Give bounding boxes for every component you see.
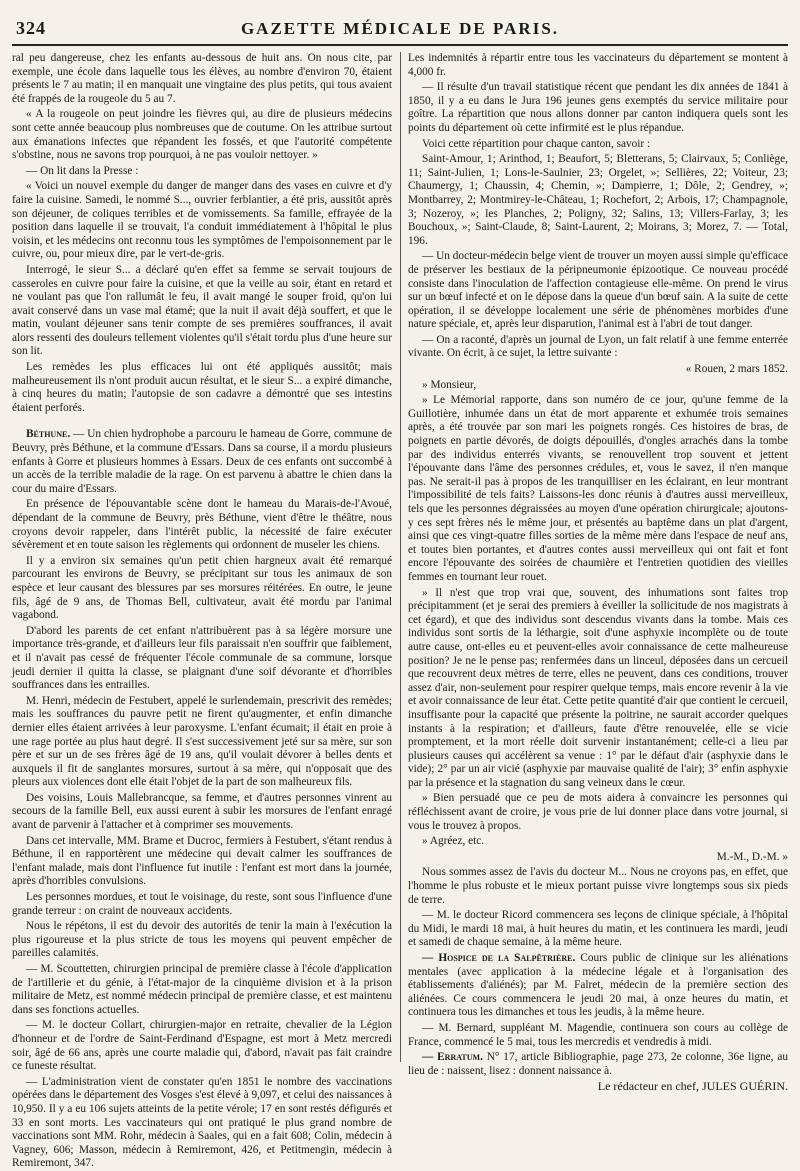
paragraph: « Voici un nouvel exemple du danger de manger dans des vases en cuivre et d'y faire la cuisine. Samedi, le nommé S..., ouvrier ferblantier, a été pris, aussitôt après son déjeuner, de coliques terribles et de vomissements. Sa famille, effrayée de la position dans laquelle il se trouvait, l'a conduit immédiatement à l'hôpital le plus voisin, et les médecins ont reconnu tous les symptômes de l'empoisonnement par le cuivre, ou, pour mieux dire, par le vert-de-gris. [12, 180, 392, 261]
paragraph-text: N° 17, article Bibliographie, page 273, 2e colonne, 36e ligne, au lieu de : naissent, lisez : donnent naissance à. [408, 1051, 788, 1077]
paragraph: ral peu dangereuse, chez les enfants au-dessous de huit ans. On nous cite, par exemple, une école dans laquelle tous les élèves, au nombre d'environ 70, étaient présents le 7 au matin; il en manquait une vingtaine des plus petits, qui tous avaient été frappés de la rougeole du 5 au 7. [12, 52, 392, 105]
section-lead: — On lit dans la Presse : [26, 164, 139, 177]
paragraph: — On a raconté, d'après un journal de Lyon, un fait relatif à une femme enterrée vivante. On écrit, à ce sujet, la lettre suivante : [408, 333, 788, 360]
paragraph: » Le Mémorial rapporte, dans son numéro de ce jour, qu'une femme de la Guillotière, inhumée dans un état de mort apparente et exhumée trois semaines après, a été trouvée par son mari les poignets rongés. Ces histoires de bras, de poignets en partie dévorés, de doigts dépouillés, d'ongles arrachés dans la tombe par des individus enterrés vivants, se renouvellent trop souvent et jettent l'épouvante dans l'âme des personnes crédules, et, vous le savez, il n'en manque pas. Ne serait-il pas à propos de les tranquilliser en les éclairant, en leur montrant l'impossibilité de tels faits? Laissons-les donc réunis à d'autres aussi merveilleux, tels que les personnes dégraissées au moyen d'une opération chirurgicale; ajoutons-y ces sept frères nés le même jour, et présentés au baptême dans un plat d'argent, ainsi que ces vingt-quatre filles sorties de la même mère dans l'espace de neuf ans, et toutes bien portantes, et d'autres contes aussi merveilleux qui ont fait et font encore l'épouvante des soirées de chaumière et l'entretien quotidien des vieilles femmes en tournant leur rouet. [408, 394, 788, 583]
paragraph: Les indemnités à répartir entre tous les vaccinateurs du département se montent à 4,000 fr. [408, 52, 788, 78]
letter-signature: M.-M., D.-M. » [716, 850, 788, 863]
separator [12, 421, 392, 422]
paragraph: Les personnes mordues, et tout le voisinage, du reste, sont sous l'influence d'une grande terreur : on craint de nouveaux accidents. [12, 891, 392, 917]
paragraph: Nous le répétons, il est du devoir des autorités de tenir la main à l'exécution la plus rigoureuse et la plus stricte de tous les moyens qui peuvent empêcher de pareilles calamités. [12, 920, 392, 960]
paragraph [12, 428, 392, 496]
paragraph: Les remèdes les plus efficaces lui ont été appliqués aussitôt; mais malheureusement ils n'ont produit aucun résultat, et le sieur S... a expiré dimanche, à cinq heures du matin; l'autopsie de son cadavre a démontré que ses intestins étaient perforés. [12, 361, 392, 414]
paragraph: » Il n'est que trop vrai que, souvent, des inhumations sont faites trop précipitamment (et je serai des premiers à éveiller la sollicitude de nos magistrats à cet égard), et que des individus sont descendus vivants dans la tombe. Mais ces individus sont sortis de la léthargie, soit d'une asphyxie incomplète ou de toute autre cause, ont-elles eu et peuvent-elles avoir connaissance de cette malheureuse position? Je ne le pense pas; renfermées dans un linceul, déposées dans un cercueil que recouvrent deux mètres de terre, elles ne peuvent, dans ces conditions, trouver assez d'air, non-seulement pour respirer quelque temps, mais encore revenir à la vie et avoir connaissance de leur état. Cette petite quantité d'air que contient le cercueil, insuffisante pour la capacité que présente la poitrine, ne saurait accorder quelques instants à la respiration; et d'ailleurs, faute d'être renouvelée, elle se vicie promptement, et la mort réelle doit survenir instantanément; celle-ci a lieu par plusieurs causes qui accélèrent sa venue : 1° par le défaut d'air (asphyxie dans le vide); 2° par un air vicié (asphyxie par mauvaise qualité de l'air); 3° enfin asphyxie par la présence et la stagnation du sang veineux dans le cœur. [408, 586, 788, 789]
paragraph: — M. le docteur Collart, chirurgien-major en retraite, chevalier de la Légion d'honneur et de l'ordre de Saint-Ferdinand d'Espagne, est mort à Metz mercredi soir, âgé de 66 ans, après une courte maladie qui, d'abord, n'avait pas fait craindre ce funeste résultat. [12, 1019, 392, 1073]
paragraph: Dans cet intervalle, MM. Brame et Ducroc, fermiers à Festubert, s'étant rendus à Béthune, il en rapportèrent une médecine qui devait calmer les souffrances de l'enfant malade, mais dont l'influence fut inutile : l'enfant est mort dans la journée, après d'horribles convulsions. [12, 834, 392, 888]
letter-closing: » Agréez, etc. [422, 835, 485, 848]
heading-salpetriere: — Hospice de la Salpêtrière. [422, 952, 576, 964]
paragraph: Nous sommes assez de l'avis du docteur M... Nous ne croyons pas, en effet, que l'homme le plus robuste et le mieux portant puisse vivre longtemps sous six pieds de terre. [408, 866, 788, 906]
journal-title: GAZETTE MÉDICALE DE PARIS. [240, 19, 560, 38]
paragraph: — M. Bernard, suppléant M. Magendie, continuera son cours au collège de France, commencé le 5 mai, tous les mercredis et vendredis à midi. [408, 1021, 788, 1048]
paragraph: Voici cette répartition pour chaque canton, savoir : [422, 137, 651, 150]
paragraph: Saint-Amour, 1; Arinthod, 1; Beaufort, 5; Bletterans, 5; Clairvaux, 5; Conliège, 11; Saint-Julien, 1; Lons-le-Saulnier, 23; Orgelet, »; Sellières, 22; Voiteur, 23; Chaumergy, 1; Chaussin, 4; Chemin, »; Dampierre, 1; Dôle, 2; Gendrey, »; Montbarrey, 2; Montmirey-le-Château, 1; Rochefort, 2; Arbois, 17; Champagnole, 3; Nozeroy, »; les Planches, 2; Poligny, 32; Salins, 13; Villers-Farlay, 3; les Bouchoux, »; Saint-Claude, 8; Saint-Laurent, 2; Moirans, 3; Morez, 7. — Total, 196. [408, 153, 788, 247]
paragraph: » Bien persuadé que ce peu de mots aidera à convaincre les personnes qui réfléchissent avant de croire, je vous prie de lui donner place dans votre journal, si vous le trouvez à propos. [408, 792, 788, 832]
paragraph: — L'administration vient de constater qu'en 1851 le nombre des vaccinations opérées dans le département des Vosges s'est élevé à 9,097, et celui des naissances à 10,950. Il y a eu 106 sujets atteints de la petite vérole; 17 en sont restés défigurés et 33 en sont morts. Les vaccinateurs qui ont pratiqué le plus grand nombre de vaccinations sont MM. Rohr, médecin à Saales, qui en a fait 608; Colin, médecin à Vagney, 606; Masson, médecin à Remiremont, 426, et Petitmengin, médecin à Remiremont, 347. [12, 1075, 392, 1170]
column-divider [400, 52, 401, 1062]
paragraph: — Il résulte d'un travail statistique récent que pendant les dix années de 1841 à 1850, il y a eu dans le Jura 196 jeunes gens exemptés du service militaire pour goître. La répartition que nous allons donner par canton indiquera quels sont les points du département où cette infirmité est le plus répandue. [408, 81, 788, 134]
paragraph-text: — Un chien hydrophobe a parcouru le hameau de Gorre, commune de Beuvry, près Béthune, et la commune d'Essars. Dans sa course, il a mordu plusieurs enfants à Gorre et plusieurs hommes à Essars. Deux de ces enfants ont succombé à un accès de la terrible maladie de la rage. On est parvenu à abattre le chien dans la cour du maire d'Essars. [12, 428, 392, 495]
paragraph: Il y a environ six semaines qu'un petit chien hargneux avait été remarqué parcourant les environs de Beuvry, se précipitant sur tous les animaux de son espèce et leur causant des blessures par ses morsures réitérées. En outre, le jeune fils, âgé de 9 ans, de Thomas Bell, cultivateur, avait été mordu par l'animal vagabond. [12, 554, 392, 622]
dateline-bethune: Béthune. [26, 428, 71, 441]
paragraph: « A la rougeole on peut joindre les fièvres qui, au dire de plusieurs médecins sont cette année beaucoup plus nombreuses que de coutume. On les attribue surtout aux émanations infectes que répandent les fossés, et que l'autorité compétente s'obstine, nous ne savons trop pourquoi, à ne pas vouloir nettoyer. » [12, 108, 392, 162]
page-number: 324 [16, 18, 46, 38]
paragraph [408, 1051, 788, 1078]
paragraph: D'abord les parents de cet enfant n'attribuèrent pas à sa légère morsure une importance très-grande, et d'ailleurs leur fils paraissait n'en souffrir que faiblement, et il n'avait pas cessé de fréquenter l'école communale de sa commune, lorsque jeudi dernier il quitta la classe, se plaignant d'une soif dévorante et d'horribles souffrances dans les entrailles. [12, 624, 392, 692]
paragraph: M. Henri, médecin de Festubert, appelé le surlendemain, prescrivit des remèdes; mais les souffrances du pauvre petit ne firent qu'augmenter, et enfin dimanche dernier elles étaient arrivées à leur paroxysme. L'enfant écumait; il était en proie à une rage portée au plus haut degré. Il s'est successivement jeté sur sa mère, sur son père et sur un de ses frères âgé de 19 ans, qu'il voulait dévorer à belles dents et auxquels il fit de sanglantes morsures, surtout à sa mère, qui n'opposait que des pleurs aux violences dont elle était l'objet de la part de son malheureux fils. [12, 694, 392, 789]
paragraph [408, 952, 788, 1020]
page-header [12, 18, 788, 46]
editor-signature: Le rédacteur en chef, JULES GUÉRIN. [597, 1079, 788, 1094]
paragraph: Interrogé, le sieur S... a déclaré qu'en effet sa femme se servait toujours de casseroles en cuivre pour faire la cuisine, et que la veille au soir, étant en retard et ne voulant pas que l'on rallumât le feu, il avait mangé le souper froid, qu'on lui avait conservé dans un vase mal étamé; que la nuit il avait déjà souffert, et que le matin, voulant déjeuner sans tenir compte de ses premières souffrances, il avait alors ressenti des douleurs tellement violentes qu'il s'était tordu plus d'une heure sur son lit. [12, 263, 392, 358]
paragraph-text: Cours public de clinique sur les aliénations mentales (avec application à la médecine légale et à l'organisation des établissements d'aliénés); par M. Falret, médecin de la première section des aliénées. Ce cours commencera le jeudi 20 mai, à onze heures du matin, et continuera tous les dimanches et tous les jeudis, à la même heure. [408, 952, 789, 1019]
paragraph: En présence de l'épouvantable scène dont le hameau du Marais-de-l'Avoué, dépendant de la commune de Beuvry, près Béthune, vient d'être le théâtre, nous croyons devoir rappeler, dans l'intérêt public, la nécessité de faire exécuter sévèrement et en toute saison les règlements qui ordonnent de museler les chiens. [12, 498, 392, 552]
paragraph: — M. le docteur Ricord commencera ses leçons de clinique spéciale, à l'hôpital du Midi, le mardi 18 mai, à huit heures du matin, et les continuera les mardi, jeudi et samedi de chaque semaine, à la même heure. [408, 909, 788, 949]
right-column [408, 52, 788, 1100]
letter-dateline: « Rouen, 2 mars 1852. [685, 363, 788, 376]
left-column [12, 52, 392, 1170]
paragraph: Des voisins, Louis Mallebrancque, sa femme, et d'autres personnes vinrent au secours de la famille Bell, eux aussi eurent à subir les morsures de l'enfant enragé avant de parvenir à l'attacher et à comprimer ses mouvements. [12, 791, 392, 832]
letter-salutation: » Monsieur, [422, 378, 477, 391]
heading-erratum: — Erratum. [422, 1051, 483, 1064]
paragraph: — Un docteur-médecin belge vient de trouver un moyen aussi simple qu'efficace de préserver les bestiaux de la péripneumonie épizootique. Ce nouveau procédé consiste dans l'inoculation de l'affection contagieuse elle-même. On prend le virus sur un bœuf infecté et on le dépose dans la queue d'un bœuf sain. A la suite de cette opération, il se développe localement une série de phénomènes morbides d'une nature spéciale, et, après leur disparution, l'animal est à l'abri de tout danger. [408, 250, 788, 331]
paragraph: — M. Scouttetten, chirurgien principal de première classe à l'école d'application de l'artillerie et du génie, à l'état-major de la cinquième division et à la prison militaire de Metz, est nommé médecin principal de première classe, et est maintenu dans ses fonctions actuelles. [12, 963, 392, 1016]
